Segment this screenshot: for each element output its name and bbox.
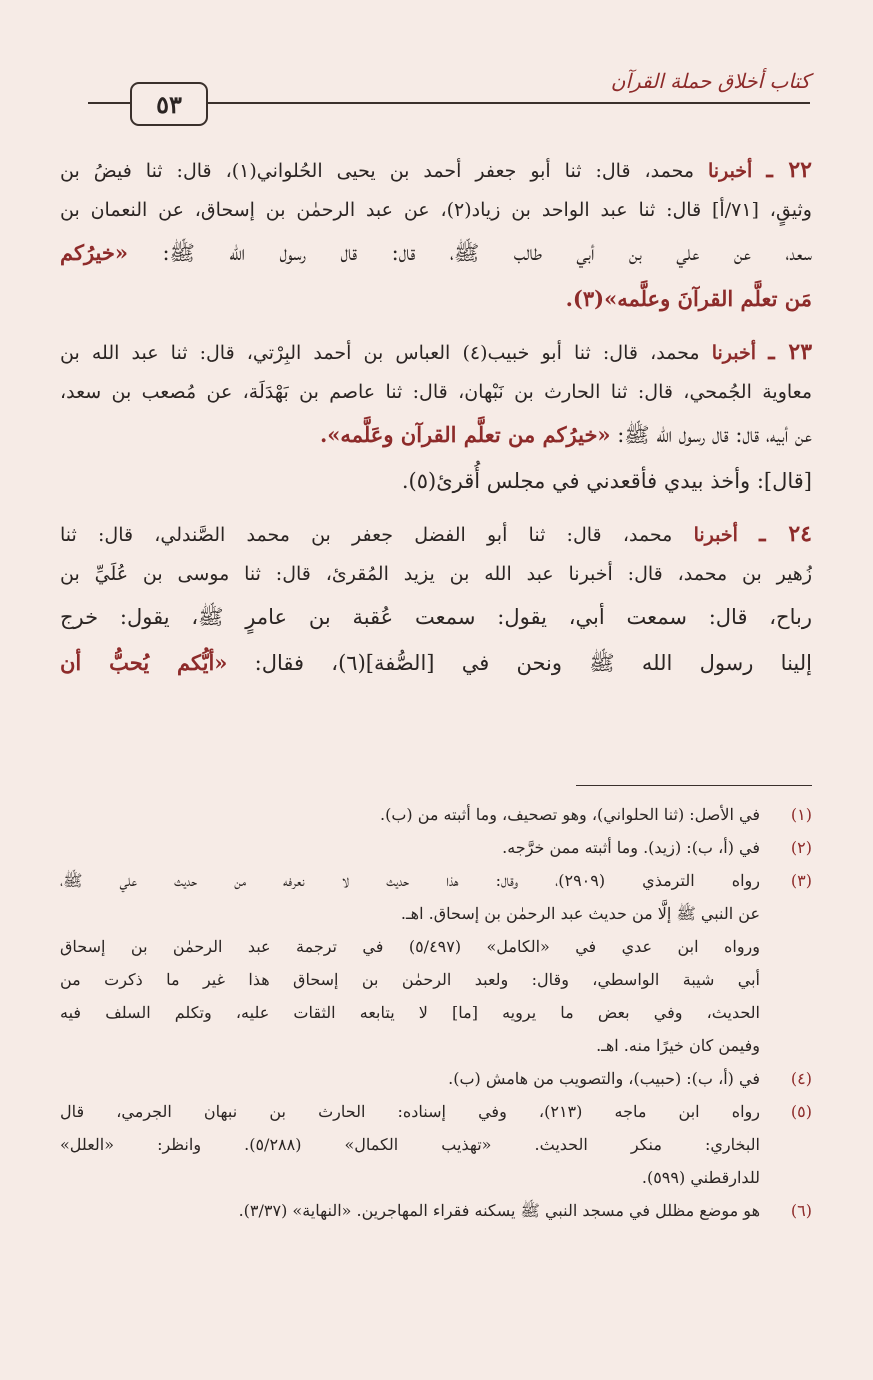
footnote-3 (60, 864, 812, 1062)
hadith-24 (60, 514, 812, 686)
footnote-number: (١) (790, 805, 812, 824)
text-line (60, 594, 812, 640)
line-text: [قال]: وأخذ بيدي فأقعدني في مجلس أُقرئ(٥). (401, 469, 812, 493)
line-text: محمد، قال: ثنا أبو خبيب(٤) العباس بن أحمد البِرْتي، قال: ثنا عبد الله بن (60, 342, 700, 364)
page-header (88, 69, 810, 138)
footnote-number: (٤) (790, 1069, 812, 1088)
hadith-keyword: أخبرنا (693, 524, 738, 546)
text-line (60, 190, 812, 230)
footnote-6 (60, 1194, 812, 1227)
footnote-line: في (أ، ب): (حبيب)، والتصويب من هامش (ب). (448, 1069, 760, 1088)
footnote-line: في الأصل: (ثنا الحلواني)، وهو تصحيف، وما أثبته من (ب). (380, 805, 760, 824)
hadith-22 (60, 150, 812, 322)
text-line (60, 554, 812, 594)
hadith-23 (60, 332, 812, 504)
footnote-5 (60, 1095, 812, 1194)
footnote-line: ورواه ابن عدي في «الكامل» (٥/٤٩٧) في ترجمة عبد الرحمٰن بن إسحاق (60, 937, 760, 956)
hadith-keyword: أخبرنا (708, 160, 753, 182)
quote-text: «خيرُكم من تعلَّم القرآن وعَلَّمه». (320, 422, 611, 447)
footnote-separator (576, 785, 812, 786)
hadith-number: ٢٤ ـ (759, 521, 812, 547)
line-text: عن أبيه، قال: قال رسول الله ﷺ: (617, 423, 812, 447)
book-title: كتاب أخلاق حملة القرآن (603, 62, 810, 100)
footnote-line: رواه الترمذي (٢٩٠٩)، وقال: هذا حديث لا نعرفه من حديث علي ﷺ، (60, 871, 760, 890)
footnotes (60, 798, 812, 1227)
footnote-line: رواه ابن ماجه (٢١٣)، وفي إسناده: الحارث بن نبهان الجرمي، قال (60, 1102, 760, 1121)
text-line (60, 412, 812, 458)
text-line (60, 230, 812, 276)
footnote-1 (60, 798, 812, 831)
line-text: سعد، عن علي بن أبي طالب ﷺ، قال: قال رسول الله ﷺ: (162, 241, 812, 265)
line-text: محمد، قال: ثنا أبو الفضل جعفر بن محمد الصَّندلي، قال: ثنا (60, 524, 673, 546)
line-text: محمد، قال: ثنا أبو جعفر أحمد بن يحيى الحُلواني(١)، قال: ثنا فيضُ بن (60, 160, 695, 182)
line-text: معاوية الجُمحي، قال: ثنا الحارث بن نَبْهان، قال: ثنا عاصم بن بَهْدَلَة، عن مُصعب بن سعد، (60, 381, 812, 403)
footnote-line: الحديث، وفي بعض ما يرويه [ما] لا يتابعه الثقات عليه، وتكلم السلف فيه (60, 1003, 760, 1022)
text-line (60, 640, 812, 686)
text-line (60, 332, 812, 372)
footnote-line: أبي شيبة الواسطي، وقال: ولعبد الرحمٰن بن إسحاق هذا غير ما ذكرت من (60, 970, 760, 989)
line-text: رباح، قال: سمعت أبي، يقول: سمعت عُقبة بن عامرٍ ﷺ، يقول: خرج (60, 605, 812, 629)
line-text: وثيقٍ، [٧١/أ] قال: ثنا عبد الواحد بن زياد(٢)، عن عبد الرحمٰن بن إسحاق، عن النعمان بن (60, 199, 812, 221)
page-number: ٥٣ (130, 82, 208, 126)
line-text: إلينا رسول الله ﷺ ونحن في [الصُّفة](٦)، فقال: (254, 651, 812, 675)
footnote-line: البخاري: منكر الحديث. «تهذيب الكمال» (٥/٢٨٨). وانظر: «العلل» (60, 1135, 760, 1154)
text-line (60, 514, 812, 554)
footnote-number: (٦) (790, 1201, 812, 1220)
line-text: زُهير بن محمد، قال: أخبرنا عبد الله بن يزيد المُقرئ، قال: ثنا موسى بن عُلَيِّ بن (60, 563, 812, 585)
footnote-line: للدارقطني (٥٩٩). (641, 1168, 760, 1187)
footnote-number: (٢) (790, 838, 812, 857)
quote-text: «أيُّكم يُحبُّ أن (60, 650, 228, 675)
quote-text: مَن تعلَّم القرآنَ وعلَّمه»(٣). (565, 286, 812, 311)
footnote-line: وفيمن كان خيرًا منه. اهـ. (596, 1036, 760, 1055)
footnote-number: (٣) (790, 871, 812, 890)
text-line (60, 458, 812, 504)
text-line (60, 150, 812, 190)
hadith-number: ٢٢ ـ (766, 157, 812, 183)
footnote-line: هو موضع مظلل في مسجد النبي ﷺ يسكنه فقراء المهاجرين. «النهاية» (٣/٣٧). (238, 1201, 760, 1220)
text-line (60, 372, 812, 412)
footnote-line: في (أ، ب): (زيد). وما أثبته ممن خرَّجه. (502, 838, 760, 857)
footnote-line: عن النبي ﷺ إلَّا من حديث عبد الرحمٰن بن إسحاق. اهـ. (400, 904, 760, 923)
hadith-number: ٢٣ ـ (768, 339, 812, 365)
footnote-4 (60, 1062, 812, 1095)
main-text (60, 150, 812, 696)
footnote-2 (60, 831, 812, 864)
text-line (60, 276, 812, 322)
quote-text: «خيرُكم (60, 240, 129, 265)
hadith-keyword: أخبرنا (711, 342, 757, 364)
footnote-number: (٥) (790, 1102, 812, 1121)
